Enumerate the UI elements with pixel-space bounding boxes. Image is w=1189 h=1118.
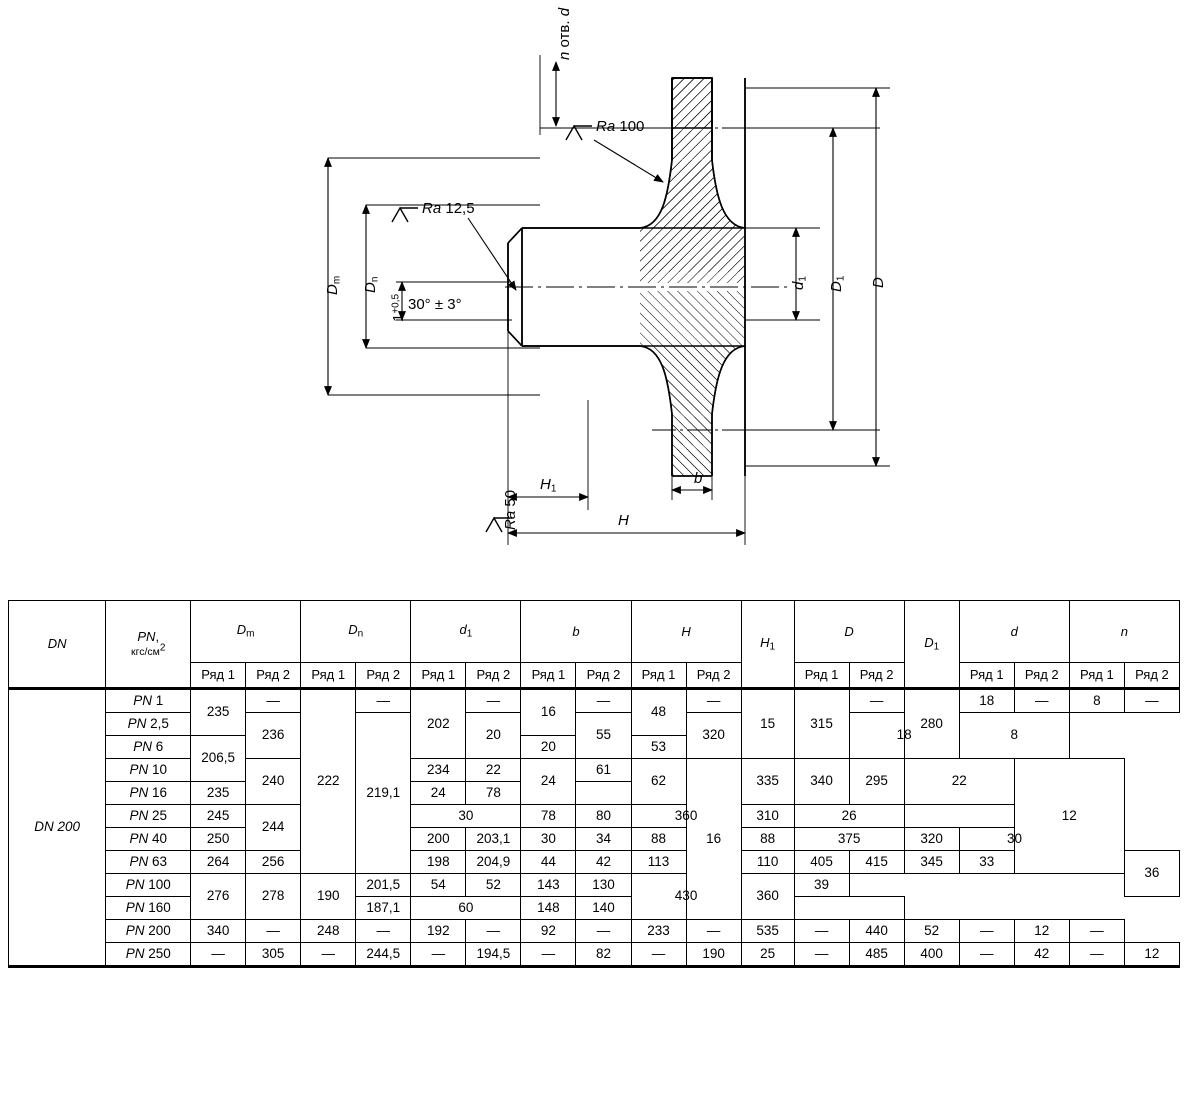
pn-value: 2,5 <box>150 715 169 731</box>
cell-dhole-merged: 18 <box>849 713 959 759</box>
label-chamfer: $1^{+0,5}$ <box>390 293 407 322</box>
cell-dhole-r2: 36 <box>1124 851 1179 897</box>
cell-h-r2: 190 <box>686 943 741 967</box>
cell-n-r1: — <box>1069 943 1124 967</box>
cell-n-r2: 12 <box>1124 943 1179 967</box>
col-header-h: H <box>631 601 741 663</box>
pn-value: 160 <box>148 899 171 915</box>
subheader-row2: Ряд 2 <box>576 663 631 689</box>
pn-value: 100 <box>148 876 171 892</box>
cell-d1-r1: 192 <box>411 920 466 943</box>
cell-pn: PN 40 <box>106 828 191 851</box>
pn-value: 16 <box>151 784 168 800</box>
cell-pn: PN 250 <box>106 943 191 967</box>
subheader-row1: Ряд 1 <box>521 663 576 689</box>
cell-dm-r1: 245 <box>191 805 246 828</box>
cell-dhole-r1: 39 <box>794 874 849 897</box>
cell-dhole-r2: — <box>1014 689 1069 713</box>
cell-dbig-merged: 360 <box>631 805 741 828</box>
cell-dn-r1: — <box>301 943 356 967</box>
cell-pn: PN 160 <box>106 897 191 920</box>
cell-h-r2: — <box>686 920 741 943</box>
cell-dbig-r1: 335 <box>741 759 794 805</box>
cell-dhole-merged: 22 <box>904 759 1014 805</box>
cell-d1-r2: 187,1 <box>356 897 411 920</box>
label-d1: $d_1$ <box>790 276 809 290</box>
pn-value: 200 <box>148 922 171 938</box>
cell-b-r2: 24 <box>521 759 576 805</box>
subheader-row2: Ряд 2 <box>1124 663 1179 689</box>
cell-dbig1: 310 <box>741 805 794 828</box>
cell-b-r1: 16 <box>521 689 576 736</box>
cell-dn: DN 200 <box>9 689 106 967</box>
cell-dm-r1: 264 <box>191 851 246 874</box>
cell-h1: 25 <box>741 943 794 967</box>
subheader-row2: Ряд 2 <box>356 663 411 689</box>
cell-dbig-r2: 485 <box>849 943 904 967</box>
cell-d1-r2: 206,5 <box>191 736 246 782</box>
cell-dm-r1: 235 <box>191 689 246 736</box>
table-row <box>9 943 1180 967</box>
label-Dm: $D_m$ <box>324 275 343 295</box>
cell-dbig1: 360 <box>741 874 794 920</box>
cell-b-r1: — <box>521 943 576 967</box>
col-header-b: b <box>521 601 631 663</box>
cell-dbig-r2: 340 <box>794 759 849 805</box>
cell-dbig1: 320 <box>904 828 959 851</box>
cell-n-r2: — <box>1069 920 1124 943</box>
cell-pn: PN 100 <box>106 874 191 897</box>
cell-b-r2: 82 <box>576 943 631 967</box>
label-H1: $H_1$ <box>540 476 557 495</box>
cell-b-r1: 30 <box>521 828 576 851</box>
col-header-dbig: D <box>794 601 904 663</box>
cell-pn: PN 16 <box>106 782 191 805</box>
cell-h1: 15 <box>741 689 794 759</box>
pn-value: 6 <box>155 738 164 754</box>
cell-dbig1: 295 <box>849 759 904 805</box>
cell-d1-r1: — <box>411 943 466 967</box>
label-angle: 30° ± 3° <box>408 296 462 313</box>
cell-d1-r1: 198 <box>411 851 466 874</box>
pn-value: 250 <box>148 945 171 961</box>
cell-h-r2: — <box>686 689 741 713</box>
cell-pn: PN 2,5 <box>106 713 191 736</box>
cell-dn-r2: — <box>356 920 411 943</box>
label-n-holes: n отв. d <box>556 7 573 60</box>
cell-dbig-merged: 430 <box>631 874 741 920</box>
cell-d1-r1: 202 <box>411 689 466 759</box>
table-row <box>9 851 1180 874</box>
cell-d1-r1: 200 <box>411 828 466 851</box>
cell-b-r1: 44 <box>521 851 576 874</box>
cell-dbig1: 280 <box>904 689 959 759</box>
col-header-h1: $H_1$ <box>741 601 794 689</box>
cell-b-r2: 42 <box>576 851 631 874</box>
label-Dn: $D_n$ <box>362 276 381 293</box>
table-row <box>9 874 1180 897</box>
col-header-n: n <box>1069 601 1179 663</box>
cell-dbig1: 440 <box>849 920 904 943</box>
label-D: D <box>870 277 887 288</box>
pn-value: 1 <box>155 692 164 708</box>
cell-b-r2: 34 <box>576 828 631 851</box>
cell-dhole-r1: 18 <box>959 689 1014 713</box>
cell-pn: PN 1 <box>106 689 191 713</box>
cell-dn-r2: 219,1 <box>356 713 411 874</box>
cell-b-r2: 52 <box>466 874 521 897</box>
col-header-dbig1: $D_1$ <box>904 601 959 689</box>
pn-value: 63 <box>151 853 168 869</box>
cell-d1-r2: 203,1 <box>466 828 521 851</box>
cell-dn-r2: 244,5 <box>356 943 411 967</box>
cell-h-r1: 233 <box>631 920 686 943</box>
label-b: b <box>694 470 703 487</box>
cell-d1-r1: 190 <box>301 874 356 920</box>
cell-h-r1: 78 <box>466 782 521 805</box>
cell-dm-r1: 240 <box>246 759 301 805</box>
cell-h-r1: 53 <box>631 736 686 759</box>
col-header-dnom: $D_n$ <box>301 601 411 663</box>
cell-d1-r2: — <box>466 920 521 943</box>
cell-h-r2: 88 <box>741 828 794 851</box>
cell-dm-r2: — <box>246 689 301 713</box>
cell-dhole-r1: 33 <box>959 851 1014 874</box>
subheader-row1: Ряд 1 <box>301 663 356 689</box>
cell-d1-r2: 201,5 <box>356 874 411 897</box>
cell-h-r1: 143 <box>521 874 576 897</box>
cell-dm-r2: 244 <box>246 805 301 851</box>
table-row <box>9 828 1180 851</box>
table-row <box>9 689 1180 713</box>
cell-b-merged: 60 <box>411 897 521 920</box>
cell-dhole-r1: — <box>959 943 1014 967</box>
cell-dm-r2: 278 <box>246 874 301 920</box>
cell-h-r2: 140 <box>576 897 631 920</box>
cell-dbig-r1: 315 <box>794 689 849 759</box>
cell-b-r2: — <box>576 920 631 943</box>
cell-pn: PN 63 <box>106 851 191 874</box>
table-row <box>9 897 1180 920</box>
pn-value: 40 <box>151 830 168 846</box>
label-ra-100: Ra 100 <box>596 118 645 135</box>
col-header-dm: $D_m$ <box>191 601 301 663</box>
cell-pn: PN 10 <box>106 759 191 782</box>
cell-h1: 16 <box>686 759 741 920</box>
cell-d1-r2: 194,5 <box>466 943 521 967</box>
cell-h-r2: 110 <box>741 851 794 874</box>
cell-dm-r2: 234 <box>411 759 466 782</box>
cell-dm-r2: 236 <box>246 713 301 759</box>
col-header-pn: PN, кгс/см2 <box>106 601 191 689</box>
subheader-row1: Ряд 1 <box>1069 663 1124 689</box>
pn-value: 10 <box>151 761 168 777</box>
cell-d1-r2: 204,9 <box>466 851 521 874</box>
cell-dm-r2: 256 <box>246 851 301 874</box>
subheader-row1: Ряд 1 <box>631 663 686 689</box>
cell-dbig1: 345 <box>904 851 959 874</box>
cell-dhole-merged: 30 <box>959 828 1069 851</box>
cell-dn-r1: 222 <box>301 689 356 874</box>
cell-dhole-merged <box>794 897 904 920</box>
table-row <box>9 759 1180 782</box>
cell-h-r2: 55 <box>576 713 631 759</box>
cell-dbig-r1: 405 <box>794 851 849 874</box>
cell-h-r1: 78 <box>521 805 576 828</box>
cell-b-merged: 30 <box>411 805 521 828</box>
cell-b-r1: 22 <box>466 759 521 782</box>
cell-b-r2: — <box>576 689 631 713</box>
subheader-row2: Ряд 2 <box>246 663 301 689</box>
cell-dhole-r1: 52 <box>904 920 959 943</box>
cell-dm-r1: 340 <box>191 920 246 943</box>
cell-h-r1: 61 <box>576 759 631 782</box>
cell-b-r1: 24 <box>411 782 466 805</box>
cell-dbig1: 400 <box>904 943 959 967</box>
cell-h-r2: 62 <box>631 759 686 805</box>
subheader-row1: Ряд 1 <box>411 663 466 689</box>
subheader-row1: Ряд 1 <box>959 663 1014 689</box>
cell-pn: PN 25 <box>106 805 191 828</box>
cell-dn-r1: 248 <box>301 920 356 943</box>
cell-b-r1: 92 <box>521 920 576 943</box>
pn-value: 25 <box>151 807 168 823</box>
cell-n-merged: 12 <box>1014 759 1124 874</box>
subheader-row2: Ряд 2 <box>849 663 904 689</box>
cell-dm-r1: 250 <box>191 828 246 851</box>
cell-dm-r2: — <box>246 920 301 943</box>
cell-dbig-r2: — <box>794 920 849 943</box>
subheader-row1: Ряд 1 <box>794 663 849 689</box>
cell-pn: PN 6 <box>106 736 191 759</box>
table-row <box>9 805 1180 828</box>
table-row <box>9 713 1180 736</box>
cell-d1-r2: — <box>466 689 521 713</box>
cell-dm-r1: — <box>191 943 246 967</box>
label-ra-12-5: Ra 12,5 <box>422 200 475 217</box>
label-H: H <box>618 512 629 529</box>
cell-h-r1: 113 <box>631 851 686 874</box>
cell-b-r1: 20 <box>521 736 576 759</box>
spec-table-wrapper <box>8 600 1180 968</box>
table-row <box>9 920 1180 943</box>
cell-b-r2: 20 <box>466 713 521 759</box>
cell-dhole-r2: — <box>959 920 1014 943</box>
cell-dbig-merged: 375 <box>794 828 904 851</box>
cell-dhole-merged: 26 <box>794 805 904 828</box>
col-header-d1: $d_1$ <box>411 601 521 663</box>
cell-h-r1: 148 <box>521 897 576 920</box>
cell-dbig-r2: 415 <box>849 851 904 874</box>
cell-n-r2: — <box>1124 689 1179 713</box>
cell-dbig-r2: — <box>849 689 904 713</box>
cell-n-r1: 8 <box>1069 689 1124 713</box>
subheader-row1: Ряд 1 <box>191 663 246 689</box>
cell-dn-r2: — <box>356 689 411 713</box>
cell-h-r2: 80 <box>576 805 631 828</box>
col-header-dhole: d <box>959 601 1069 663</box>
cell-dhole-r2: 42 <box>1014 943 1069 967</box>
col-header-dn: DN <box>9 601 106 689</box>
label-D1: $D_1$ <box>828 275 847 292</box>
cell-dbig-r1: — <box>794 943 849 967</box>
cell-dbig-r1: 535 <box>741 920 794 943</box>
label-ra-50: Ra 50 <box>502 489 519 530</box>
cell-n-merged: 8 <box>959 713 1069 759</box>
cell-h-r1: 88 <box>631 828 686 851</box>
cell-dm-r1: 276 <box>191 874 246 920</box>
cell-pn: PN 200 <box>106 920 191 943</box>
subheader-row2: Ряд 2 <box>686 663 741 689</box>
cell-b-r1: 54 <box>411 874 466 897</box>
flange-dimensions-table <box>8 600 1180 968</box>
cell-h-r2: 130 <box>576 874 631 897</box>
cell-h-r1: 48 <box>631 689 686 736</box>
subheader-row2: Ряд 2 <box>1014 663 1069 689</box>
cell-n-r1: 12 <box>1014 920 1069 943</box>
cell-h-r1: — <box>631 943 686 967</box>
cell-dbig-r2: 320 <box>686 713 741 759</box>
cell-dm-r2: 305 <box>246 943 301 967</box>
cell-dm-r2: 235 <box>191 782 246 805</box>
subheader-row2: Ряд 2 <box>466 663 521 689</box>
